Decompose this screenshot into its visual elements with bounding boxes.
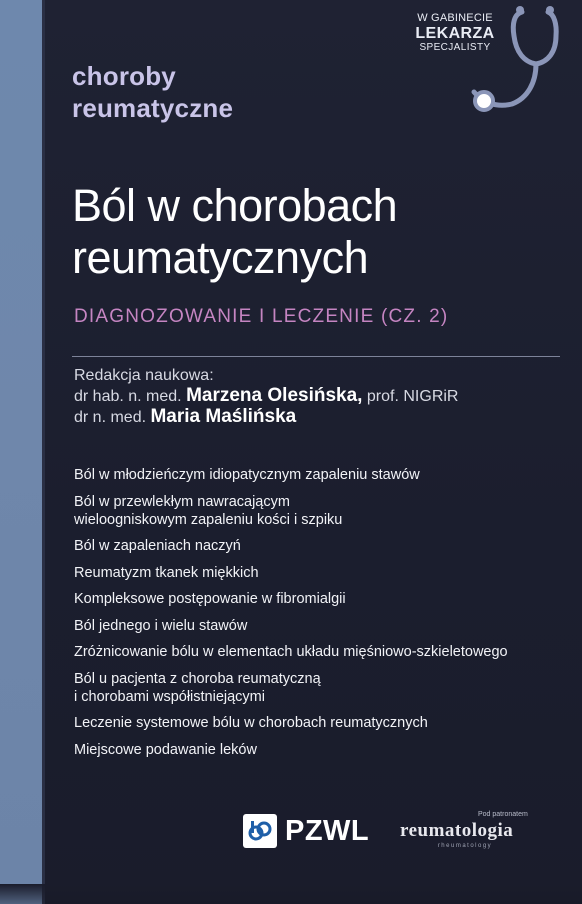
badge-line-3: SPECJALISTY — [419, 42, 491, 53]
topic-line: Ból jednego i wielu stawów — [74, 617, 248, 634]
badge-line-2: LEKARZA — [415, 25, 495, 42]
patronage-subname: rheumatology — [437, 843, 493, 849]
editor-2-prefix: dr n. med. — [74, 409, 147, 426]
topic-item — [74, 466, 564, 484]
left-band-shadow — [42, 0, 45, 904]
topic-line: Leczenie systemowe bólu w chorobach reumatycznych — [74, 715, 428, 731]
editor-1 — [74, 386, 564, 407]
divider — [72, 356, 560, 357]
topic-line: Reumatyzm tkanek miękkich — [74, 564, 259, 581]
left-color-band — [0, 0, 42, 904]
editor-1-name: Marzena Olesińska, — [186, 385, 363, 406]
series-title — [72, 60, 233, 124]
editor-2 — [74, 407, 564, 428]
publisher-name: PZWL — [285, 814, 370, 847]
editors-block — [74, 366, 564, 428]
book-subtitle: DIAGNOZOWANIE I LECZENIE (CZ. 2) — [74, 306, 449, 327]
topic-item — [74, 537, 564, 555]
topic-line: Kompleksowe postępowanie w fibromialgii — [74, 591, 346, 607]
topic-line: Miejscowe podawanie leków — [74, 741, 257, 758]
book-title-line-1: Ból w chorobach — [72, 180, 398, 231]
series-title-line-1: choroby — [72, 61, 176, 91]
topic-item — [74, 643, 564, 661]
series-badge — [410, 12, 500, 54]
editor-2-name: Maria Maślińska — [150, 406, 297, 427]
patronage-label: Pod patronatem — [478, 811, 528, 818]
topic-line: Zróżnicowanie bólu w elementach układu mięśniowo-szkieletowego — [74, 644, 508, 660]
pzwl-logo-icon — [243, 814, 277, 848]
book-title — [72, 180, 562, 284]
editor-1-prefix: dr hab. n. med. — [74, 388, 182, 405]
bottom-edge — [0, 884, 582, 904]
patronage-name: reumatologia — [400, 820, 514, 841]
topic-item — [74, 670, 564, 706]
topic-line: Ból w zapaleniach naczyń — [74, 538, 241, 554]
topics-list — [74, 466, 564, 767]
topic-line: Ból w przewlekłym nawracającym — [74, 493, 290, 510]
topic-item — [74, 493, 564, 529]
topic-item — [74, 714, 564, 732]
series-title-line-2: reumatyczne — [72, 93, 234, 123]
publisher-logo — [243, 813, 369, 849]
topic-item — [74, 564, 564, 582]
topic-item — [74, 741, 564, 759]
topic-line: wieloogniskowym zapaleniu kości i szpiku — [74, 511, 343, 528]
topic-line: Ból w młodzieńczym idiopatycznym zapaleniu stawów — [74, 467, 420, 483]
editor-1-suffix: prof. NIGRiR — [366, 388, 459, 405]
patronage-block — [400, 810, 530, 850]
topic-item — [74, 617, 564, 635]
topic-line: Ból u pacjenta z choroba reumatyczną — [74, 670, 321, 687]
topic-line: i chorobami współistniejącymi — [74, 688, 265, 705]
editors-label: Redakcja naukowa: — [74, 367, 214, 384]
topic-item — [74, 590, 564, 608]
book-title-line-2: reumatycznych — [72, 232, 369, 283]
badge-line-1: W GABINECIE — [417, 12, 493, 24]
